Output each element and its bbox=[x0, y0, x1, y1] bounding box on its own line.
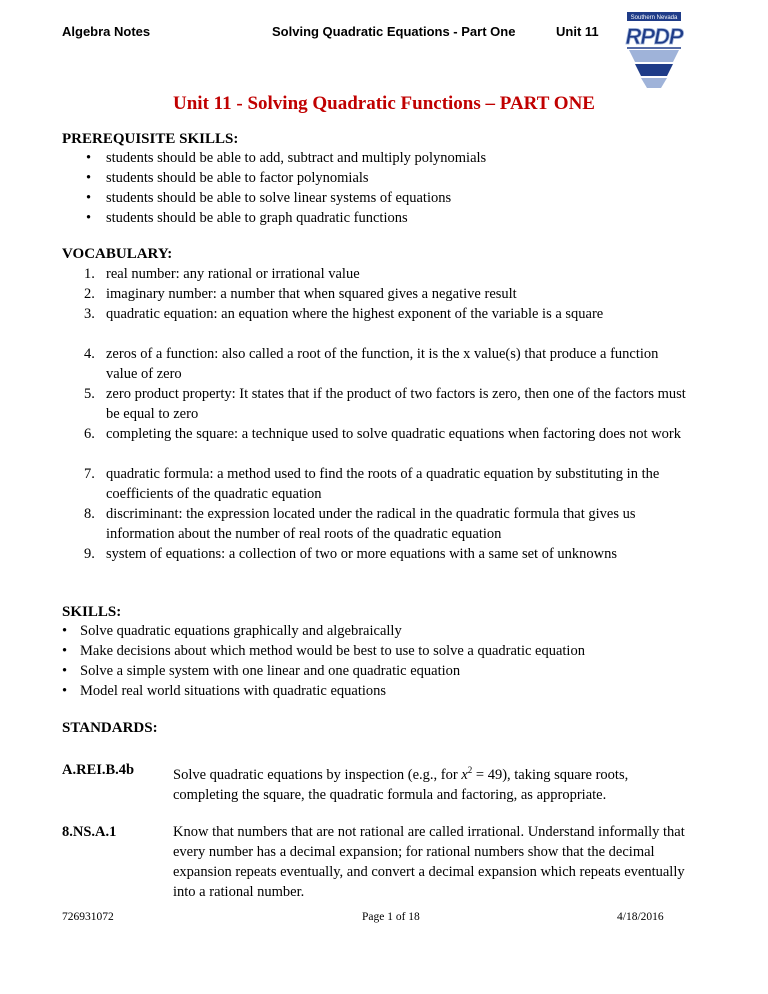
vocabulary-text: quadratic formula: a method used to find the roots of a quadratic equation by substituting in the coefficients of the quadratic equation bbox=[106, 466, 660, 502]
header-unit: Unit 11 bbox=[556, 24, 599, 39]
page-header bbox=[62, 24, 602, 44]
vocabulary-item bbox=[84, 505, 686, 544]
skill-item: • Model real world situations with quadratic equations bbox=[80, 683, 386, 700]
standard-code: A.REI.B.4b bbox=[62, 762, 135, 778]
vocabulary-item bbox=[84, 285, 686, 305]
prerequisite-item: • students should be able to add, subtract and multiply polynomials bbox=[106, 150, 486, 167]
standard-variable: x bbox=[461, 766, 468, 783]
skill-item: • Make decisions about which method would be best to use to solve a quadratic equation bbox=[80, 643, 585, 660]
page-title: Unit 11 - Solving Quadratic Functions – PART ONE bbox=[173, 93, 595, 114]
header-course: Algebra Notes bbox=[62, 24, 151, 39]
standard-description: Know that numbers that are not rational are called irrational. Understand informally that every number has a decimal expansion; for rational numbers show that the decimal expansion repeats eventually, and convert a decimal expansion which repeats eventually into a rational number. bbox=[173, 824, 685, 900]
standard-exponent: 2 bbox=[467, 765, 473, 775]
vocabulary-text: discriminant: the expression located under the radical in the quadratic formula that gives us information about the number of real roots of the quadratic equation bbox=[106, 506, 636, 542]
document-date: 4/18/2016 bbox=[617, 911, 664, 923]
vocabulary-number: 6. bbox=[84, 426, 95, 442]
logo-caption: Southern Nevada bbox=[630, 15, 678, 21]
skill-item: • Solve a simple system with one linear and one quadratic equation bbox=[80, 663, 460, 680]
vocabulary-number: 8. bbox=[84, 506, 95, 522]
vocabulary-number: 3. bbox=[84, 306, 95, 322]
page-number: Page 1 of 18 bbox=[362, 911, 420, 923]
prerequisite-item: • students should be able to graph quadratic functions bbox=[106, 210, 408, 227]
document-id: 726931072 bbox=[62, 911, 114, 923]
vocabulary-item bbox=[84, 425, 686, 445]
vocabulary-item bbox=[84, 545, 686, 565]
vocabulary-number: 9. bbox=[84, 546, 95, 562]
header-topic: Solving Quadratic Equations - Part One bbox=[272, 24, 516, 39]
vocabulary-text: real number: any rational or irrational value bbox=[106, 266, 360, 282]
standard-text-part: Solve quadratic equations by inspection (e.g., for bbox=[173, 766, 462, 783]
standard-code: 8.NS.A.1 bbox=[62, 824, 117, 840]
vocabulary-item bbox=[84, 385, 686, 424]
vocabulary-number: 2. bbox=[84, 286, 95, 302]
vocabulary-item bbox=[84, 465, 686, 504]
vocabulary-number: 5. bbox=[84, 386, 95, 402]
vocabulary-item bbox=[84, 305, 686, 325]
vocabulary-number: 7. bbox=[84, 466, 95, 482]
rpdp-logo bbox=[617, 10, 691, 90]
vocabulary-item bbox=[84, 265, 686, 285]
page-footer bbox=[62, 911, 687, 927]
vocabulary-text: completing the square: a technique used to solve quadratic equations when factoring does not work bbox=[106, 426, 682, 442]
skills-heading: SKILLS: bbox=[62, 604, 122, 620]
vocabulary-number: 1. bbox=[84, 266, 95, 282]
vocabulary-text: quadratic equation: an equation where the highest exponent of the variable is a square bbox=[106, 306, 604, 322]
prerequisite-item: • students should be able to factor polynomials bbox=[106, 170, 369, 187]
vocabulary-text: zeros of a function: also called a root of the function, it is the x value(s) that produce a function value of zero bbox=[106, 346, 659, 382]
vocabulary-number: 4. bbox=[84, 346, 95, 362]
vocabulary-item bbox=[84, 345, 686, 384]
standard-description bbox=[173, 760, 688, 805]
logo-letters: RPDP bbox=[625, 24, 683, 49]
vocabulary-text: system of equations: a collection of two or more equations with a same set of unknowns bbox=[106, 546, 618, 562]
vocabulary-text: zero product property: It states that if the product of two factors is zero, then one of the factors must be equal to zero bbox=[106, 386, 686, 422]
prerequisites-heading: PREREQUISITE SKILLS: bbox=[62, 131, 239, 147]
skill-item: • Solve quadratic equations graphically and algebraically bbox=[80, 623, 402, 640]
vocabulary-text: imaginary number: a number that when squared gives a negative result bbox=[106, 286, 517, 302]
standard-text-part: = 49), taking square roots, completing the square, the quadratic formula and factoring, as appropriate. bbox=[173, 766, 629, 803]
vocabulary-heading: VOCABULARY: bbox=[62, 246, 173, 262]
standards-heading: STANDARDS: bbox=[62, 720, 158, 736]
prerequisite-item: • students should be able to solve linear systems of equations bbox=[106, 190, 451, 207]
